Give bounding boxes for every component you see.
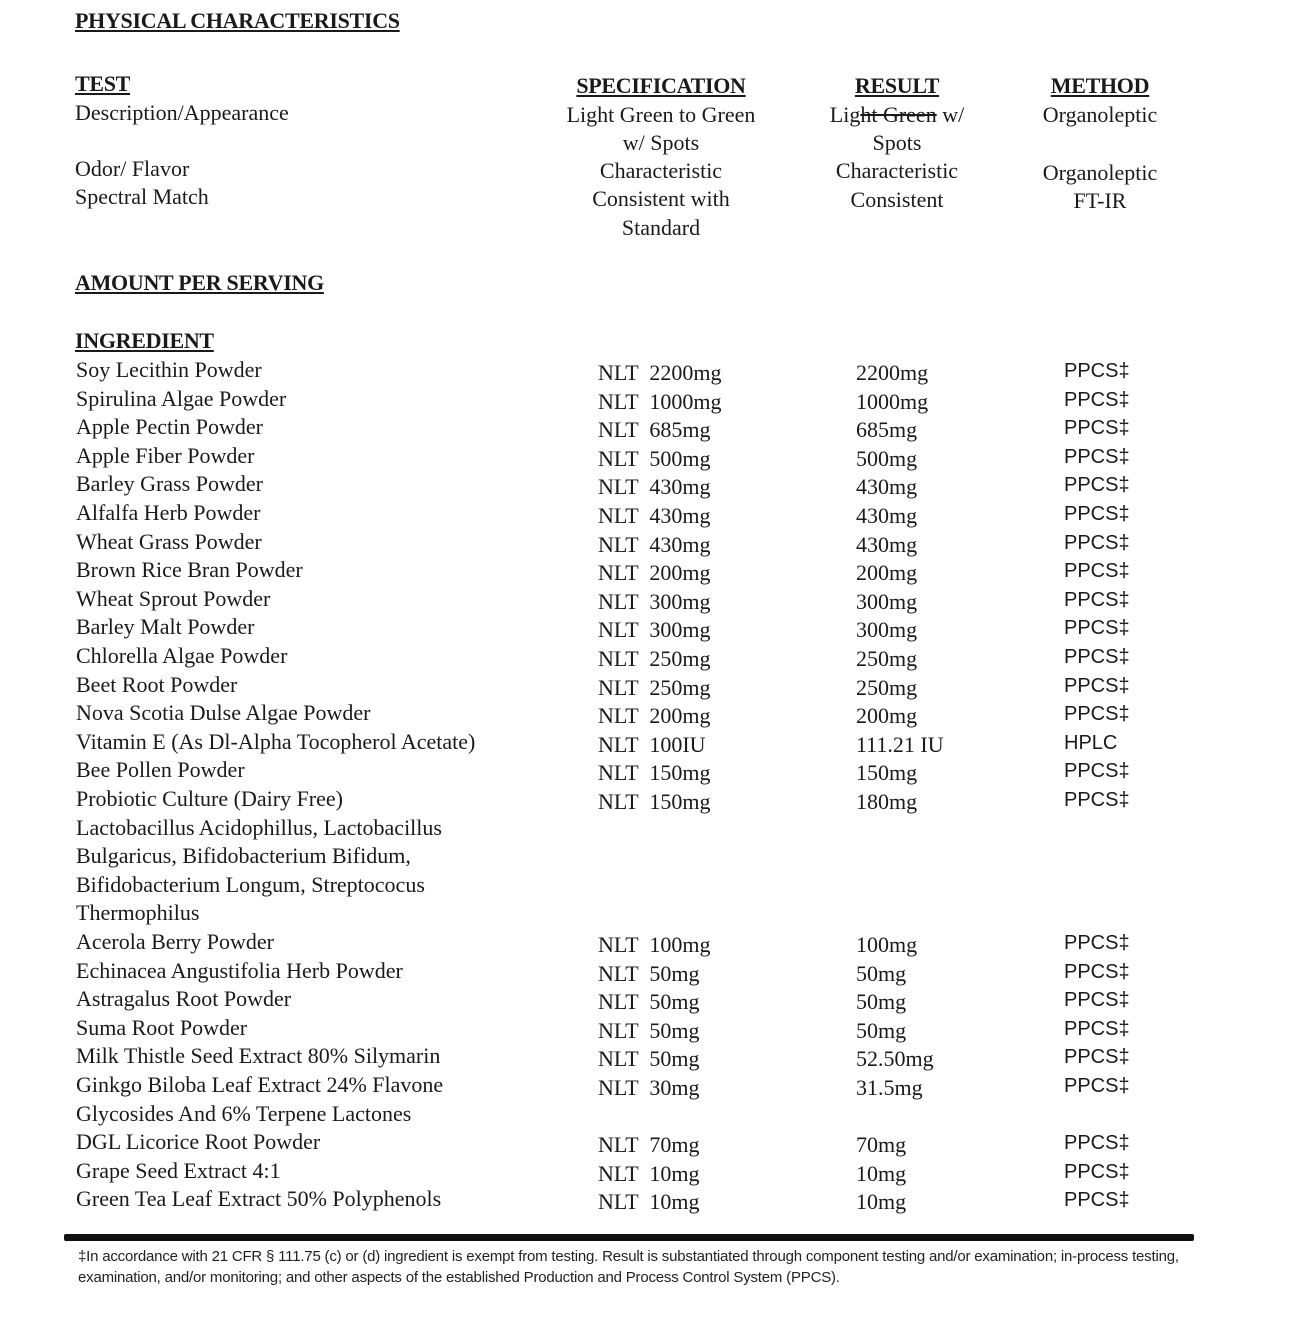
ingredient-name: Ginkgo Biloba Leaf Extract 24% Flavone <box>76 1072 444 1097</box>
ingredient-spec: NLT 50mg <box>598 960 700 986</box>
ingredient-name: Apple Fiber Powder <box>76 442 255 468</box>
ingredient-method: PPCS‡ <box>1064 445 1130 468</box>
ingredient-name: Suma Root Powder <box>76 1014 248 1040</box>
ingredient-method: PPCS‡ <box>1064 1132 1130 1155</box>
ingredient-method: PPCS‡ <box>1064 1017 1130 1040</box>
ingredient-spec: NLT 30mg <box>598 1075 700 1100</box>
ingredient-spec: NLT 250mg <box>598 674 711 700</box>
ingredient-result: 150mg <box>856 760 918 786</box>
test-appearance: Description/Appearance <box>75 100 289 125</box>
ingredient-method: PPCS‡ <box>1064 646 1130 668</box>
ingredient-method: PPCS‡ <box>1064 960 1130 983</box>
spec-spectral-line2: Standard <box>621 215 701 240</box>
ingredient-spec: NLT 685mg <box>598 417 711 443</box>
specification-column-header: SPECIFICATION <box>576 73 746 98</box>
ingredient-spec: NLT 50mg <box>598 1017 700 1043</box>
ingredient-name: Acerola Berry Powder <box>76 929 274 954</box>
ingredient-method: PPCS‡ <box>1064 932 1130 954</box>
ingredient-method: PPCS‡ <box>1064 503 1130 525</box>
ingredient-method: PPCS‡ <box>1064 1075 1130 1097</box>
ingredient-name: Wheat Grass Powder <box>76 528 262 554</box>
ingredient-name: Nova Scotia Dulse Algae Powder <box>76 700 371 726</box>
ingredient-method: PPCS‡ <box>1064 674 1130 697</box>
ingredient-spec: NLT 200mg <box>598 703 711 729</box>
amount-per-serving-heading: AMOUNT PER SERVING <box>75 270 324 295</box>
footnote: ‡In accordance with 21 CFR § 111.75 (c) or (d) ingredient is exempt from testing. Result is substantiated through component testing and/or examination; in-process testing, examination, and/or monitoring; and other aspects of the established Production and Process Control System (PPCS). <box>78 1248 1179 1286</box>
ingredient-method: PPCS‡ <box>1064 989 1130 1012</box>
ingredient-name: Echinacea Angustifolia Herb Powder <box>76 957 403 983</box>
method-column-header: METHOD <box>1050 73 1150 98</box>
method-appearance: Organoleptic <box>1042 102 1158 127</box>
ingredient-result: 111.21 IU <box>856 731 944 757</box>
ingredient-spec: NLT 70mg <box>598 1132 700 1158</box>
ingredient-method: PPCS‡ <box>1064 703 1130 726</box>
ingredient-result: 200mg <box>856 703 918 729</box>
ingredient-result: 685mg <box>856 417 918 443</box>
ingredient-name: Spirulina Algae Powder <box>76 385 287 411</box>
ingredient-result: 10mg <box>856 1189 907 1215</box>
ingredient-spec: NLT 430mg <box>598 474 711 500</box>
ingredient-column-header: INGREDIENT <box>75 328 214 353</box>
ingredient-name: Glycosides And 6% Terpene Lactones <box>76 1100 412 1126</box>
ingredient-result: 50mg <box>856 1017 907 1043</box>
ingredient-name: Brown Rice Bran Powder <box>76 557 303 583</box>
ingredient-result: 250mg <box>856 674 918 700</box>
ingredient-result: 430mg <box>856 531 918 557</box>
ingredient-spec: NLT 150mg <box>598 789 711 814</box>
ingredient-name: Barley Malt Powder <box>76 614 255 640</box>
ingredient-result: 1000mg <box>856 388 929 414</box>
ingredient-name: Grape Seed Extract 4:1 <box>76 1157 281 1183</box>
ingredient-spec: NLT 250mg <box>598 646 711 671</box>
physical-characteristics-heading: PHYSICAL CHARACTERISTICS <box>75 8 400 33</box>
ingredient-spec: NLT 10mg <box>598 1160 700 1186</box>
ingredient-result: 180mg <box>856 789 918 814</box>
ingredient-method: PPCS‡ <box>1064 360 1130 382</box>
ingredient-name: Soy Lecithin Powder <box>76 357 262 382</box>
ingredient-name: Bulgaricus, Bifidobacterium Bifidum, <box>76 843 411 869</box>
ingredient-method: PPCS‡ <box>1064 617 1130 640</box>
ingredient-method: PPCS‡ <box>1064 388 1130 411</box>
ingredient-result: 430mg <box>856 503 918 528</box>
result-appearance-a: Lig <box>829 102 861 127</box>
ingredient-result: 50mg <box>856 989 907 1015</box>
footer-divider <box>64 1234 1194 1241</box>
method-spectral: FT-IR <box>1073 188 1127 213</box>
ingredient-name: Green Tea Leaf Extract 50% Polyphenols <box>76 1186 442 1212</box>
ingredient-spec: NLT 50mg <box>598 1046 700 1072</box>
ingredient-name: Vitamin E (As Dl-Alpha Tocopherol Acetate) <box>76 728 476 754</box>
ingredient-name: Beet Root Powder <box>76 671 238 697</box>
ingredient-spec: NLT 100mg <box>598 932 711 957</box>
ingredient-result: 2200mg <box>856 360 929 385</box>
ingredient-method: PPCS‡ <box>1064 531 1130 554</box>
ingredient-result: 250mg <box>856 646 918 671</box>
ingredient-spec: NLT 10mg <box>598 1189 700 1215</box>
ingredient-name: Astragalus Root Powder <box>76 986 292 1012</box>
test-spectral: Spectral Match <box>75 184 209 209</box>
result-appearance-struck: ht Green <box>860 102 937 127</box>
result-appearance-line1 <box>797 102 997 128</box>
result-spectral: Consistent <box>850 187 944 212</box>
ingredient-result: 100mg <box>856 932 918 957</box>
ingredient-name: Alfalfa Herb Powder <box>76 500 261 525</box>
ingredient-result: 10mg <box>856 1160 907 1186</box>
ingredient-method: PPCS‡ <box>1064 1189 1130 1212</box>
ingredient-spec: NLT 100IU <box>598 731 706 757</box>
ingredient-spec: NLT 1000mg <box>598 388 722 414</box>
result-appearance-b: w/ <box>936 102 965 127</box>
ingredient-result: 300mg <box>856 617 918 643</box>
ingredient-method: PPCS‡ <box>1064 760 1130 783</box>
ingredient-name: Lactobacillus Acidophillus, Lactobacillus <box>76 814 442 840</box>
ingredient-name: Wheat Sprout Powder <box>76 585 271 611</box>
ingredient-name: Bee Pollen Powder <box>76 757 245 783</box>
spec-appearance-line1: Light Green to Green <box>566 102 756 127</box>
ingredient-name: Thermophilus <box>76 900 200 926</box>
ingredient-method: HPLC <box>1064 731 1118 754</box>
spec-spectral-line1: Consistent with <box>592 186 730 211</box>
ingredient-name: Chlorella Algae Powder <box>76 643 288 668</box>
ingredient-result: 200mg <box>856 560 918 586</box>
ingredient-spec: NLT 200mg <box>598 560 711 586</box>
ingredient-result: 500mg <box>856 445 918 471</box>
ingredient-result: 31.5mg <box>856 1075 923 1100</box>
spec-odor: Characteristic <box>599 158 723 183</box>
ingredient-method: PPCS‡ <box>1064 789 1130 811</box>
ingredient-name: Milk Thistle Seed Extract 80% Silymarin <box>76 1043 441 1069</box>
ingredient-name: Probiotic Culture (Dairy Free) <box>76 786 343 811</box>
result-column-header: RESULT <box>854 73 940 98</box>
ingredient-name: Barley Grass Powder <box>76 471 263 497</box>
ingredient-spec: NLT 300mg <box>598 617 711 643</box>
ingredient-result: 50mg <box>856 960 907 986</box>
method-odor: Organoleptic <box>1042 160 1158 185</box>
ingredient-spec: NLT 50mg <box>598 989 700 1015</box>
ingredient-spec: NLT 300mg <box>598 588 711 614</box>
ingredient-result: 430mg <box>856 474 918 500</box>
ingredient-name: Bifidobacterium Longum, Streptococus <box>76 871 425 897</box>
test-odor: Odor/ Flavor <box>75 156 190 181</box>
spec-appearance-line2: w/ Spots <box>622 130 700 155</box>
ingredient-name: Apple Pectin Powder <box>76 414 263 440</box>
ingredient-spec: NLT 430mg <box>598 531 711 557</box>
ingredient-spec: NLT 2200mg <box>598 360 722 385</box>
ingredient-spec: NLT 430mg <box>598 503 711 528</box>
ingredient-spec: NLT 500mg <box>598 445 711 471</box>
ingredient-spec: NLT 150mg <box>598 760 711 786</box>
ingredient-result: 70mg <box>856 1132 907 1158</box>
ingredient-method: PPCS‡ <box>1064 588 1130 611</box>
result-appearance-line2: Spots <box>872 130 922 155</box>
ingredient-name: DGL Licorice Root Powder <box>76 1129 321 1155</box>
ingredient-method: PPCS‡ <box>1064 1160 1130 1183</box>
ingredient-method: PPCS‡ <box>1064 560 1130 583</box>
result-odor: Characteristic <box>835 158 959 183</box>
ingredient-result: 52.50mg <box>856 1046 934 1072</box>
ingredient-method: PPCS‡ <box>1064 417 1130 440</box>
ingredient-method: PPCS‡ <box>1064 1046 1130 1069</box>
ingredient-method: PPCS‡ <box>1064 474 1130 497</box>
ingredient-result: 300mg <box>856 588 918 614</box>
test-column-header: TEST <box>75 71 131 96</box>
